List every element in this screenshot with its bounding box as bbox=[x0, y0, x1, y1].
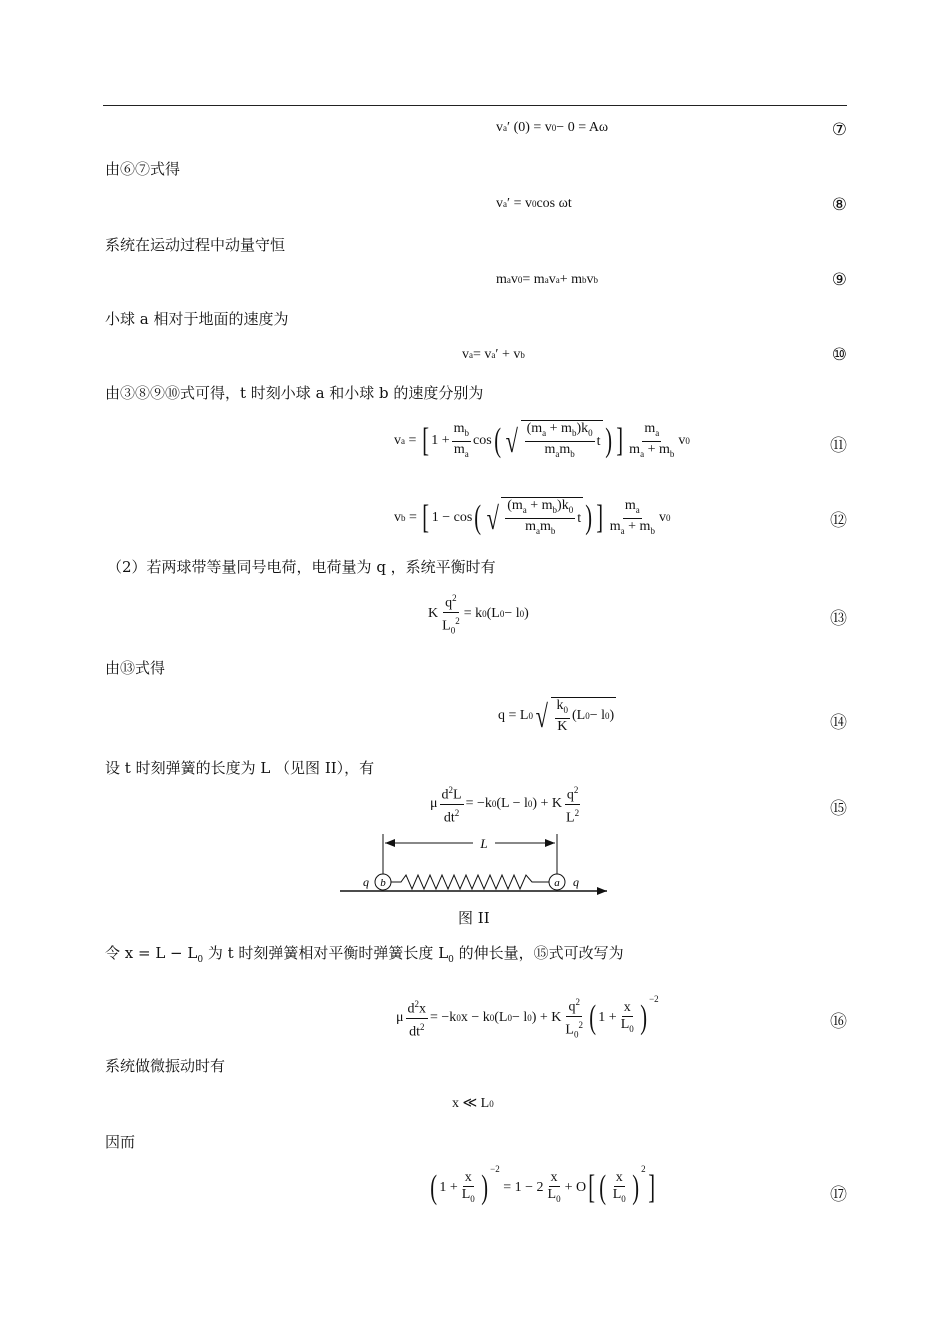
text-line-2: 系统在运动过程中动量守恒 bbox=[105, 236, 286, 254]
text-line-7: 设 t 时刻弹簧的长度为 L （见图 II），有 bbox=[105, 759, 375, 777]
eq-number-15: ⑮ bbox=[830, 799, 847, 819]
equation-14: q = L 0 √ $\frac{k_0}{K}$ (L 0 − l 0 ) bbox=[498, 697, 615, 734]
eq-number-16: ⑯ bbox=[830, 1012, 847, 1032]
length-label: L bbox=[480, 836, 488, 851]
spring bbox=[391, 875, 549, 889]
arrowhead-right bbox=[545, 839, 555, 847]
equation-10: v a = v a ′ + v b bbox=[462, 347, 525, 362]
equation-12: v b = [ 1 − cos ( √ $\frac{(m_a + m_b)k_0}{m_am_b}$ t ) ] $\frac{m_a}{m_a + m_b}$ v 0 bbox=[394, 489, 670, 547]
text-line-8-pre: 令 x = L − L bbox=[105, 944, 198, 962]
text-line-3: 小球 a 相对于地面的速度为 bbox=[105, 310, 289, 328]
text-line-8-sub: 0 bbox=[197, 955, 204, 965]
text-line-4: 由③⑧⑨⑩式可得，t 时刻小球 a 和小球 b 的速度分别为 bbox=[105, 384, 484, 402]
eq-number-10: ⑩ bbox=[831, 345, 847, 365]
header-rule bbox=[103, 105, 847, 106]
eq-number-9: ⑨ bbox=[831, 270, 847, 290]
text-line-8-sub2: 0 bbox=[448, 955, 454, 965]
text-line-6: 由⑬式得 bbox=[105, 659, 166, 677]
charge-left-label: q bbox=[363, 875, 369, 889]
equation-16: μ $\frac{d^2x}{dt^2}$ = −k 0 x − k 0 (L 0 − l 0 ) + K $\frac{q^2}{L_0^2}$ ( 1 + $\frac{x}{L_0}$ ) $^{-2}$ bbox=[396, 994, 659, 1040]
eq-number-17: ⑰ bbox=[830, 1185, 847, 1205]
figure-2-spring-diagram bbox=[335, 828, 615, 903]
eq-number-7: ⑦ bbox=[831, 120, 847, 140]
figure-caption: 图 II bbox=[458, 909, 490, 927]
equation-small-oscillation: x ≪ L 0 bbox=[452, 1096, 494, 1111]
equation-7: v a ′ (0) = v 0 − 0 = Aω bbox=[496, 120, 609, 135]
eq-number-14: ⑭ bbox=[830, 713, 847, 733]
text-line-5: （2）若两球带等量同号电荷，电荷量为 q ，系统平衡时有 bbox=[107, 558, 496, 576]
text-line-1: 由⑥⑦式得 bbox=[105, 160, 181, 178]
text-line-8 bbox=[105, 944, 624, 969]
ground-arrowhead bbox=[597, 887, 607, 895]
text-line-9: 系统做微振动时有 bbox=[105, 1057, 226, 1075]
equation-17: ( 1 + $\frac{x}{L_0}$ ) $^{-2}$ = 1 − 2 $\frac{x}{L_0}$ + O [ ( $\frac{x}{L_0}$ ) $^2$ ] bbox=[430, 1164, 655, 1206]
equation-11: v a = [ 1 + $\frac{m_b}{m_a}$ cos ( √ $\frac{(m_a + m_b)k_0}{m_am_b}$ t ) ] $\frac{m_a}{m_a + m_b}$ v 0 bbox=[394, 412, 690, 470]
ball-b-label: b bbox=[380, 877, 386, 889]
equation-9: m a v 0 = m a v a + m b v b bbox=[496, 272, 598, 287]
eq-number-13: ⑬ bbox=[830, 609, 847, 629]
ball-a-label: a bbox=[554, 877, 560, 889]
text-line-8-end: 的伸长量，⑮式可改写为 bbox=[453, 944, 624, 962]
text-line-8-post: 为 t 时刻弹簧相对平衡时弹簧长度 L bbox=[203, 944, 449, 962]
equation-8: v a ′ = v 0 cos ωt bbox=[496, 196, 572, 211]
arrowhead-left bbox=[385, 839, 395, 847]
eq-number-8: ⑧ bbox=[831, 195, 847, 215]
eq-number-11: ⑪ bbox=[830, 436, 847, 456]
eq-number-12: ⑫ bbox=[830, 511, 847, 531]
charge-right-label: q bbox=[573, 875, 579, 889]
equation-15: μ $\frac{d^2L}{dt^2}$ = −k 0 (L − l 0 ) + K $\frac{q^2}{L^2}$ bbox=[430, 782, 583, 826]
text-line-10: 因而 bbox=[105, 1133, 136, 1151]
equation-13: K $\frac{q^2}{L_0^2}$ = k 0 (L 0 − l 0 ) bbox=[428, 592, 529, 636]
